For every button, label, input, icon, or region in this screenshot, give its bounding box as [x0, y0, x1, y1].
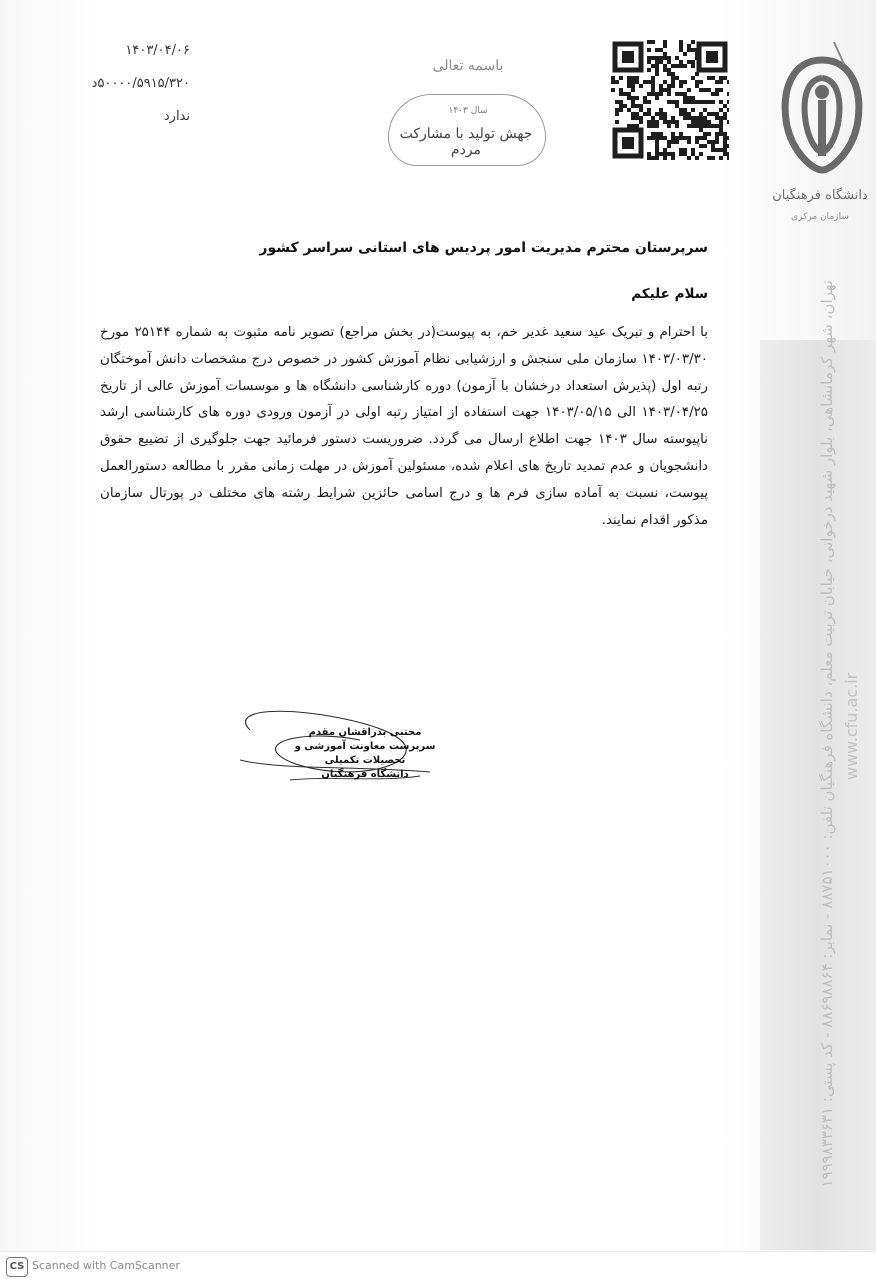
signature-text	[290, 726, 440, 782]
letter-greeting: سلام علیکم	[631, 286, 708, 302]
logo-subtitle: سازمان مرکزی	[791, 212, 849, 222]
header-emblem	[388, 50, 548, 180]
slogan-year: سال ۱۴۰۳	[448, 106, 488, 116]
university-emblem-icon	[772, 40, 872, 190]
side-band-website: www.cfu.ac.ir	[842, 672, 861, 780]
letter-body	[100, 320, 708, 534]
scanner-watermark: Scanned with CamScanner	[32, 1259, 180, 1272]
letter-number: ۵۰۰۰۰/۵۹۱۵/۳۲۰د	[91, 76, 190, 91]
camscanner-icon: CS	[6, 1257, 28, 1277]
slogan-text: جهش تولید با مشارکت مردم	[399, 126, 533, 158]
qr-code-icon	[611, 40, 729, 160]
letter-body-paragraph: با احترام و تبریک عید سعید غدیر خم، به پیوست(در بخش مراجع) تصویر نامه مثبوت به شماره ۲۵۱۴۴ مورخ ۱۴۰۳/۰۳/۳۰ سازمان ملی سنجش و ارزشیابی نظام آموزش کشور در خصوص درج مشخصات دانش آموختگان رتبه اول (پذیرش استعداد درخشان با آزمون) دوره کارشناسی دانشگاه ها و موسسات آموزش عالی از تاریخ ۱۴۰۳/۰۴/۲۵ الی ۱۴۰۳/۰۵/۱۵ جهت استفاده از امتیاز رتبه اولی در آزمون ورودی دوره های کارشناسی ارشد ناپیوسته سال ۱۴۰۳ جهت اطلاع ارسال می گردد. ضروریست دستور فرمائید جهت جلوگیری از تضییع حقوق دانشجویان و عدم تمدید تاریخ های اعلام شده، مسئولین آموزش در مهلت زمانی مقرر با مطالعه دستورالعمل پیوست، نسبت به آماده سازی فرم ها و درج اسامی حائزین شرایط رشته های مختلف در پورتال سازمان مذکور اقدام نمایند.	[100, 325, 708, 528]
side-band-address: تهران، شهر کرمانشاهی، بلوار شهید درخواتی، خیابان تربیت معلم، دانشگاه فرهنگیان تلفن: ۸۸۷۵۱۰۰۰ - نمابر: ۸۸۶۹۸۸۶۴ - کد پستی: ۱۹۹۹۸۳۳۶۳۱	[818, 280, 836, 1188]
scanner-footer	[0, 1251, 876, 1280]
university-logo	[772, 40, 872, 240]
signatory-organization: دانشگاه فرهنگیان	[321, 769, 409, 780]
letter-date: ۱۴۰۳/۰۴/۰۶	[125, 43, 190, 58]
signature-block	[220, 700, 440, 790]
letter-meta	[60, 34, 190, 133]
letter-attachment: ندارد	[163, 109, 190, 124]
signatory-title: سرپرست معاونت آموزشی و تحصیلات تکمیلی	[294, 741, 436, 766]
logo-text: دانشگاه فرهنگیان	[772, 188, 868, 203]
signatory-name: محتبی بدراقشان مقدم	[308, 727, 422, 738]
basmala: باسمه تعالی	[432, 58, 504, 74]
letter-recipient: سرپرستان محترم مدیریت امور پردیس های استانی سراسر کشور	[259, 240, 708, 256]
